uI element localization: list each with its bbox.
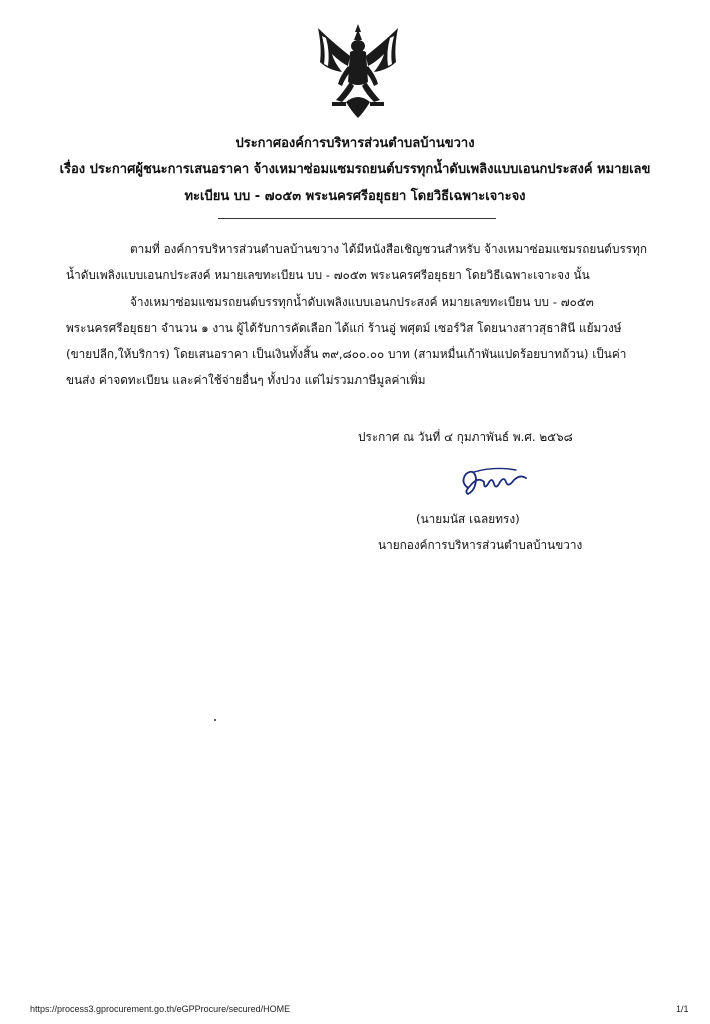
body-line-5: (ขายปลีก,ให้บริการ) โดยเสนอราคา เป็นเงินทั้งสิ้น ๓๙,๘๐๐.๐๐ บาท (สามหมื่นเก้าพันแปดร้อยบาทถ้วน) เป็นค่า (66, 347, 627, 361)
subject-line-1: เรื่อง ประกาศผู้ชนะการเสนอราคา จ้างเหมาซ่อมแซมรถยนต์บรรทุกน้ำดับเพลิงแบบเอนกประสงค์ หมายเลข (59, 162, 651, 177)
scan-speck (214, 719, 216, 721)
body-line-1: ตามที่ องค์การบริหารส่วนตำบลบ้านขวาง ได้มีหนังสือเชิญชวนสำหรับ จ้างเหมาซ่อมแซมรถยนต์บรรทุก (130, 242, 648, 256)
footer-url: https://process3.gprocurement.go.th/eGPProcure/secured/HOME (30, 1004, 291, 1014)
org-title: ประกาศองค์การบริหารส่วนตำบลบ้านขวาง (235, 136, 475, 151)
announcement-date: ประกาศ ณ วันที่ ๔ กุมภาพันธ์ พ.ศ. ๒๕๖๘ (358, 430, 573, 444)
body-line-2: น้ำดับเพลิงแบบเอนกประสงค์ หมายเลขทะเบียน บบ - ๗๐๕๓ พระนครศรีอยุธยา โดยวิธีเฉพาะเจาะจง นั้น (66, 268, 590, 282)
handwritten-signature-icon (454, 462, 530, 502)
subject-line-2: ทะเบียน บบ - ๗๐๕๓ พระนครศรีอยุธยา โดยวิธีเฉพาะเจาะจง (184, 189, 526, 204)
page-number: 1/1 (676, 1004, 689, 1014)
garuda-emblem-icon (312, 22, 404, 122)
body-line-6: ขนส่ง ค่าจดทะเบียน และค่าใช้จ่ายอื่นๆ ทั้งปวง แต่ไม่รวมภาษีมูลค่าเพิ่ม (66, 373, 426, 387)
signatory-name: (นายมนัส เฉลยทรง) (416, 512, 520, 526)
body-line-4: พระนครศรีอยุธยา จำนวน ๑ งาน ผู้ได้รับการคัดเลือก ได้แก่ ร้านอู่ พศุตม์ เซอร์วิส โดยนางสาวสุธาสินี แย้มวงษ์ (66, 321, 622, 335)
signatory-position: นายกองค์การบริหารส่วนตำบลบ้านขวาง (378, 538, 583, 552)
body-line-3: จ้างเหมาซ่อมแซมรถยนต์บรรทุกน้ำดับเพลิงแบบเอนกประสงค์ หมายเลขทะเบียน บบ - ๗๐๕๓ (130, 295, 594, 309)
title-divider (218, 218, 496, 219)
